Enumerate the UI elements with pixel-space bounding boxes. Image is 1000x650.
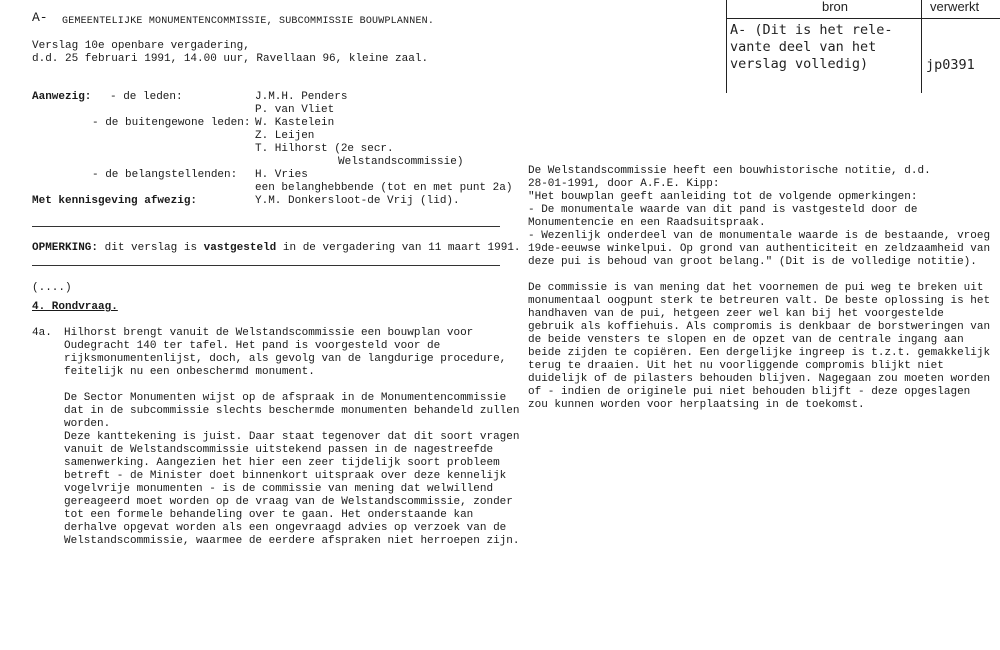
body-line: De Sector Monumenten wijst op de afspraak in de Monumentencommissie [64, 392, 507, 404]
stakeholder-name: H. Vries [255, 169, 308, 181]
right-line: De commissie is van mening dat het voornemen de pui weg te breken uit [528, 282, 984, 294]
member-name: J.M.H. Penders [255, 91, 348, 103]
body-line: dat in de subcommissie slechts beschermde monumenten behandeld zullen [64, 405, 520, 417]
extraordinary-label: - de buitengewone leden: [92, 117, 251, 129]
right-line: deze pui is behoud van groot belang." (Dit is de volledige notitie). [528, 256, 977, 268]
body-line: worden. [64, 418, 111, 430]
body-line: tot een formele behandeling over te gaan. Het onderstaande kan [64, 509, 474, 521]
stamp-divider [921, 0, 922, 93]
right-line: of - indien de originele pui niet behouden blijft - deze opgeslagen [528, 386, 971, 398]
body-line: feitelijk nu een onbeschermd monument. [64, 366, 315, 378]
right-line: duidelijk of de pilasters behouden blijven. Nagegaan zou moeten worden [528, 373, 991, 385]
omission-marker: (....) [32, 282, 72, 294]
body-line: Hilhorst brengt vanuit de Welstandscommissie een bouwplan voor [64, 327, 474, 339]
absent-name: Y.M. Donkersloot-de Vrij (lid). [255, 195, 460, 207]
stamp-col-bron: bron [822, 0, 849, 14]
body-line: Welstandscommissie, waarmee de eerdere afspraken niet herroepen zijn. [64, 535, 520, 547]
remark-label: OPMERKING: [32, 242, 99, 254]
stamp-verwerkt-value: jp0391 [926, 57, 975, 73]
divider-bottom [32, 265, 500, 266]
body-line: derhalve opgevat worden als een ongevraagd advies op verzoek van de [64, 522, 507, 534]
body-line: gereageerd moet worden op de vraag van de Welstandscommissie, zonder [64, 496, 513, 508]
body-line: Oudegracht 140 ter tafel. Het pand is voorgesteld voor de [64, 340, 441, 352]
right-line: 19de-eeuwse winkelpui. Op grond van authenticiteit en zeldzaamheid van [528, 243, 991, 255]
absent-label: Met kennisgeving afwezig: [32, 195, 198, 207]
meeting-line: Verslag 10e openbare vergadering, [32, 40, 250, 52]
remark-emphasis: vastgesteld [203, 242, 277, 254]
meeting-date-line: d.d. 25 februari 1991, 14.00 uur, Ravellaan 96, kleine zaal. [32, 53, 429, 65]
right-line: monumentaal oogpunt sterk te betreuren valt. De beste oplossing is het [528, 295, 991, 307]
stamp-bron-line: A- (Dit is het rele- [730, 22, 893, 38]
right-line: terug te draaien. Uit het nu voorliggende compromis blijkt niet [528, 360, 944, 372]
remark-line [32, 242, 521, 255]
body-line: vanuit de Welstandscommissie uitstekend passen in de nagestreefde [64, 444, 494, 456]
right-line: De Welstandscommissie heeft een bouwhistorische notitie, d.d. [528, 165, 931, 177]
member-name: T. Hilhorst (2e secr. [255, 143, 394, 155]
remark-text-a: dit verslag is [104, 242, 198, 254]
body-line: Deze kanttekening is juist. Daar staat tegenover dat dit soort vragen [64, 431, 520, 443]
divider-top [32, 226, 500, 227]
right-line: "Het bouwplan geeft aanleiding tot de volgende opmerkingen: [528, 191, 918, 203]
members-label: - de leden: [110, 91, 183, 103]
right-line: - Wezenlijk onderdeel van de monumentale waarde is de bestaande, vroeg [528, 230, 991, 242]
body-line: betreft - de Minister doet binnenkort uitspraak over deze kennelijk [64, 470, 507, 482]
member-name: Z. Leijen [255, 130, 315, 142]
right-line: de beide vensters te slopen en de opzet van de centrale ingang aan [528, 334, 964, 346]
right-line: - De monumentale waarde van dit pand is vastgesteld door de [528, 204, 918, 216]
doc-title: GEMEENTELIJKE MONUMENTENCOMMISSIE, SUBCOMMISSIE BOUWPLANNEN. [62, 16, 435, 27]
stamp-left-rule [726, 0, 727, 93]
body-line: rijksmonumentenlijst, doch, als gevolg van de langdurige procedure, [64, 353, 507, 365]
item-label: 4a. [32, 327, 52, 339]
remark-text-b: in de vergadering van 11 maart 1991. [282, 242, 521, 254]
right-line: gebruik als koffiehuis. Als compromis is denkbaar de borstweringen van [528, 321, 991, 333]
section-title: 4. Rondvraag. [32, 301, 118, 313]
right-line: Monumentencie en een Raadsuitspraak. [528, 217, 766, 229]
right-line: 28-01-1991, door A.F.E. Kipp: [528, 178, 720, 190]
stamp-header-rule [726, 18, 1000, 19]
present-label: Aanwezig: [32, 91, 92, 103]
stakeholder-name: een belanghebbende (tot en met punt 2a) [255, 182, 513, 194]
member-name: P. van Vliet [255, 104, 335, 116]
stakeholders-label: - de belangstellenden: [92, 169, 238, 181]
right-line: zou kunnen worden voor herplaatsing in de toekomst. [528, 399, 865, 411]
right-line: handhaven van de pui, hetgeen zeer wel kan bij het voorgestelde [528, 308, 944, 320]
doc-marker: A- [32, 10, 48, 25]
stamp-bron-line: vante deel van het [730, 39, 877, 55]
archive-stamp [726, 0, 1000, 93]
member-name-cont: Welstandscommissie) [338, 156, 464, 168]
stamp-col-verwerkt: verwerkt [930, 0, 980, 14]
member-name: W. Kastelein [255, 117, 335, 129]
body-line: samenwerking. Aangezien het hier een zeer tijdelijk soort probleem [64, 457, 500, 469]
stamp-bron-line: verslag volledig) [730, 56, 869, 72]
right-line: beide zijden te copiëren. Een dergelijke ingreep is t.z.t. gemakkelijk [528, 347, 991, 359]
body-line: vogelvrije monumenten - is de commissie van mening dat welwillend [64, 483, 494, 495]
